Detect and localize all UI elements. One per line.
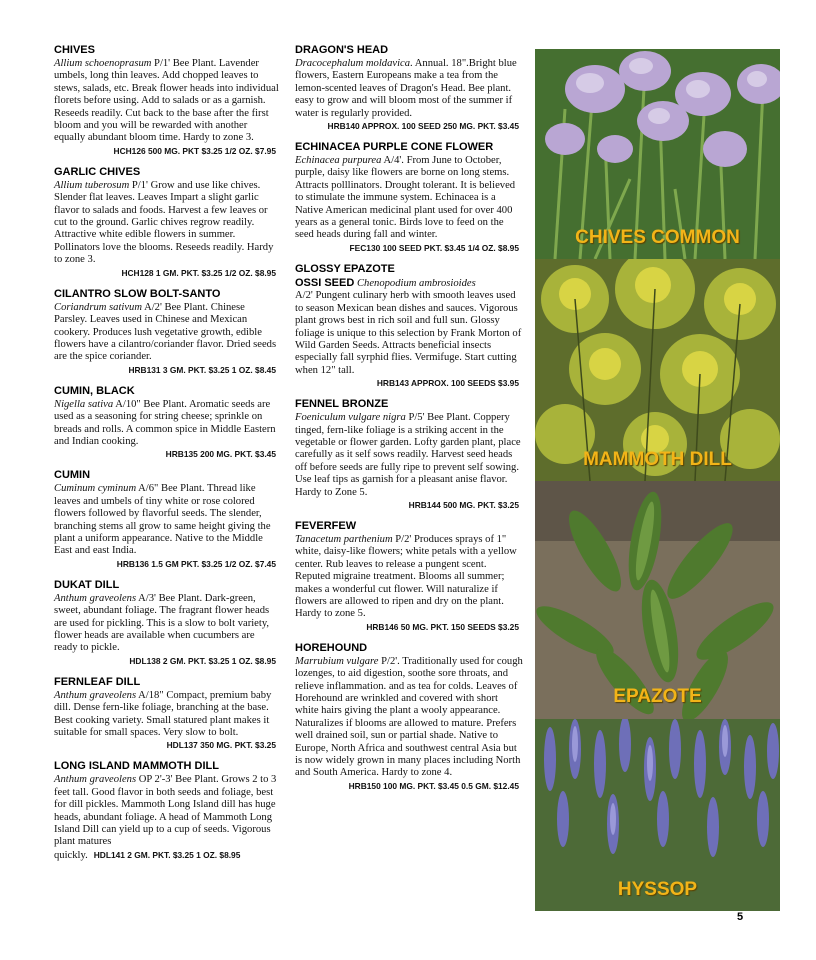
entry-text: P/1' Grow and use like chives. Slender flat leaves. Leaves Impart a slight garlic flavor to salads and foods. Harvest a few leaves or cut to the ground. Garlic chives regrow readily. Attractive white edible flowers in summer. Pollinators love the blooms. Reseeds readily. Hardy to zone 3. <box>54 179 274 266</box>
photo-caption: MAMMOTH DILL <box>583 449 732 470</box>
sku-price-line: HCH126 500 MG. PKT $3.25 1/2 OZ. $7.95 <box>113 145 276 156</box>
sku-price-line: HRB131 3 GM. PKT. $3.25 1 OZ. $8.45 <box>128 364 276 375</box>
seed-entry-long-island-mammoth-dill <box>54 760 280 862</box>
entry-description <box>54 58 280 145</box>
seed-entry-horehound <box>295 642 523 792</box>
entry-title: FENNEL BRONZE <box>295 398 389 411</box>
entry-description <box>54 593 280 655</box>
entry-title: CUMIN <box>54 469 91 482</box>
entry-text: P/5' Bee Plant. Coppery tinged, fern-like foliage is a striking accent in the vegetable or flower garden. Lofty garden plant, place carefully as it self sows readily. Harvest seed heads off before seeds are fully ripe to prevent self sowing. Use leaf tips as garnish for a pleasant anise flavor. Hardy to Zone 5. <box>295 412 521 498</box>
seed-entry-echinacea <box>295 141 523 254</box>
entry-description <box>295 656 523 780</box>
entry-description <box>54 690 280 740</box>
entry-description <box>54 774 280 862</box>
scientific-name: Echinacea purpurea <box>295 155 382 167</box>
seed-entry-garlic-chives <box>54 166 280 279</box>
seed-entry-chives <box>54 44 280 157</box>
photo-caption: HYSSOP <box>617 879 698 900</box>
sku-price-line: HRB143 APPROX. 100 SEEDS $3.95 <box>376 378 519 389</box>
entry-description <box>54 180 280 267</box>
seed-entry-cumin-black <box>54 385 280 461</box>
entry-text: A/2' Bee Plant. Chinese Parsley. Leaves used in Chinese and Mexican cookery. Produces lush vegetative growth, edible flowers have a cilantro/coriander flavor. Dried seeds are the spice coriander. <box>54 301 277 363</box>
scientific-name: Anthum graveolens <box>54 774 137 786</box>
entry-title: LONG ISLAND MAMMOTH DILL <box>54 760 219 773</box>
sku-price-line: HDL137 350 MG. PKT. $3.25 <box>166 740 276 751</box>
entry-title: FERNLEAF DILL <box>54 675 141 688</box>
scientific-name: Marrubium vulgare <box>295 655 379 667</box>
scientific-name: Coriandrum sativum <box>54 301 142 313</box>
photo-chives <box>535 49 780 259</box>
entry-text: A/3' Bee Plant. Dark-green, sweet, abundant foliage. The fragrant flower heads are used for pickling. This is a slow to bolt variety, flower heads are available when cucumbers are ready to pickle. <box>54 592 270 654</box>
photo-column <box>535 49 780 911</box>
entry-description <box>54 399 280 449</box>
sku-price-line: HDL138 2 GM. PKT. $3.25 1 OZ. $8.95 <box>129 655 276 666</box>
seed-entry-fennel-bronze <box>295 398 523 511</box>
entry-title: FEVERFEW <box>295 519 357 532</box>
scientific-name: Allium schoenoprasum <box>54 58 152 69</box>
entry-text: P/2'. Traditionally used for cough lozenges, to aid digestion, soothe sore throats, and relieve inflammation. and as tea for colds. Leaves of Horehound are wrinkled and covered with short white hairs giving the plant a wooly appearance. Naturalizes if blooms are allowed to mature. Prefers well drained soil, sun or partial shade. Native to Europe, North Africa and southwest central Asia but is now widely grown in many places including North and South America. Hardy to zone 4. <box>295 655 523 779</box>
entry-title: GLOSSY EPAZOTE <box>295 262 395 275</box>
entry-description <box>295 412 523 499</box>
entry-title: HOREHOUND <box>295 641 368 654</box>
scientific-name: Chenopodium ambrosioides <box>356 277 476 289</box>
sku-price-line: HRB135 200 MG. PKT. $3.45 <box>165 449 276 460</box>
photo-caption: EPAZOTE <box>613 686 702 707</box>
dill-illustration <box>535 259 780 481</box>
entry-subtitle-line <box>295 277 523 290</box>
scientific-name: Anthum graveolens <box>54 592 137 604</box>
sku-price-line: FEC130 100 SEED PKT. $3.45 1/4 OZ. $8.95 <box>349 242 519 253</box>
entry-title: DUKAT DILL <box>54 578 120 591</box>
entry-text: P/2' Produces sprays of 1" white, daisy-like flowers; white petals with a yellow center. Rub leaves to release a pungent scent. Reputed migraine treatment. Blooms all summer; makes a wonderful cut flower. Will naturalize if flowers are allowed to ripen and dry on the plant. Hardy to zone 5. <box>295 533 517 620</box>
entry-text: P/1' Bee Plant. Lavender umbels, long thin leaves. Add chopped leaves to stews, salads, etc. Break flower heads into individual florets before using. Add to salads or as a garnish. Reseeds readily. Cut back to the base after the first bloom and you will be rewarded with another equally abundant bloom time. Hardy to zone 3. <box>54 58 279 144</box>
scientific-name: Nigella sativa <box>54 398 114 410</box>
sku-price-line: HDL141 2 GM. PKT. $3.25 1 OZ. $8.95 <box>93 849 241 860</box>
seed-entry-dragons-head <box>295 44 523 132</box>
entry-title: DRAGON'S HEAD <box>295 44 389 56</box>
seed-entry-cumin <box>54 469 280 569</box>
middle-column <box>295 44 523 801</box>
entry-description <box>295 58 523 120</box>
photo-hyssop <box>535 719 780 911</box>
entry-text: A/18" Compact, premium baby dill. Dense fern-like foliage, branching at the base. Best cooking variety. Small statured plant makes it suitable for small spaces. Very slow to bolt. <box>54 689 272 739</box>
scientific-name: Tanacetum parthenium <box>295 533 393 545</box>
scientific-name: Allium tuberosum <box>54 179 130 191</box>
entry-title: GARLIC CHIVES <box>54 165 141 178</box>
photo-epazote <box>535 481 780 719</box>
seed-entry-dukat-dill <box>54 579 280 667</box>
left-column <box>54 44 280 871</box>
entry-text: A/4'. From June to October, purple, daisy like flowers are borne on long stems. Attracts polllinators. Drought tolerant. It is believed to stimulate the immune system. Echinacea is a Native American medicinal plant used for over 400 years as a general tonic. Birds love to feed on the seed heads during fall and winter. <box>295 155 516 241</box>
entry-text: . Annual. 18".Bright blue flowers, Eastern Europeans make a tea from the lemon-scented leaves of Dragon's Head. Bee plant. easy to grow and will bloom most of the summer if water is regularly provided. <box>295 58 517 119</box>
sku-price-line: HCH128 1 GM. PKT. $3.25 1/2 OZ. $8.95 <box>121 267 276 278</box>
seed-entry-glossy-epazote <box>295 263 523 389</box>
scientific-name: Cuminum cyminum <box>54 483 137 495</box>
entry-text: OP 2'-3' Bee Plant. Grows 2 to 3 feet tall. Good flavor in both seeds and foliage, best for dill pickles. Mammoth Long Island dill has huge heads, abundant foliage. A head of Mammoth Long Island Dill can yield up to a cup of seeds. Vigorous plant matures quickly. <box>54 774 277 861</box>
entry-title: ECHINACEA PURPLE CONE FLOWER <box>295 141 494 154</box>
sku-price-line: HRB136 1.5 GM PKT. $3.25 1/2 OZ. $7.45 <box>116 558 276 569</box>
sku-price-line: HRB150 100 MG. PKT. $3.45 0.5 GM. $12.45 <box>348 780 519 791</box>
entry-description <box>54 483 280 557</box>
entry-text: A/2' Pungent culinary herb with smooth leaves used to season Mexican bean dishes and sauces. Vigorous plant grows best in rich soil and full sun. Glossy foliage is unique to this selection by Frank Morton of Wild Garden Seeds. Attracts beneficial insects especially fall syrphid flies. Vermifuge. Start cutting when 12" tall. <box>295 290 522 376</box>
entry-description <box>295 534 523 621</box>
entry-description <box>295 155 523 242</box>
epazote-illustration <box>535 481 780 719</box>
seed-entry-cilantro <box>54 288 280 376</box>
seed-entry-fernleaf-dill <box>54 676 280 752</box>
photo-mammoth-dill <box>535 259 780 481</box>
scientific-name: Anthum graveolens <box>54 689 137 701</box>
entry-title: CILANTRO SLOW BOLT-SANTO <box>54 287 221 300</box>
entry-description <box>54 302 280 364</box>
entry-text: A/6" Bee Plant. Thread like leaves and umbels of tiny white or rose colored flowers followed by flavorful seeds. The slender, branching stems all grow to same height giving the plant a uniform appearance. Native to the Middle East and east India. <box>54 483 271 557</box>
sku-price-line: HRB146 50 MG. PKT. 150 SEEDS $3.25 <box>366 621 519 632</box>
seed-entry-feverfew <box>295 520 523 633</box>
sku-price-line: HRB144 500 MG. PKT. $3.25 <box>408 499 519 510</box>
entry-text: A/10" Bee Plant. Aromatic seeds are used as a seasoning for string cheese; sprinkle on breads and rolls. A common spice in Middle Eastern and Indian cooking. <box>54 398 276 447</box>
entry-subtitle: OSSI SEED <box>295 276 355 289</box>
sku-price-line: HRB140 APPROX. 100 SEED 250 MG. PKT. $3.45 <box>327 121 519 132</box>
photo-caption: CHIVES COMMON <box>575 227 740 248</box>
entry-title: CUMIN, BLACK <box>54 384 135 397</box>
entry-title: CHIVES <box>54 44 95 56</box>
scientific-name: Foeniculum vulgare nigra <box>295 412 406 424</box>
scientific-name: Dracocephalum moldavica <box>295 58 411 69</box>
page-number: 5 <box>737 911 744 923</box>
